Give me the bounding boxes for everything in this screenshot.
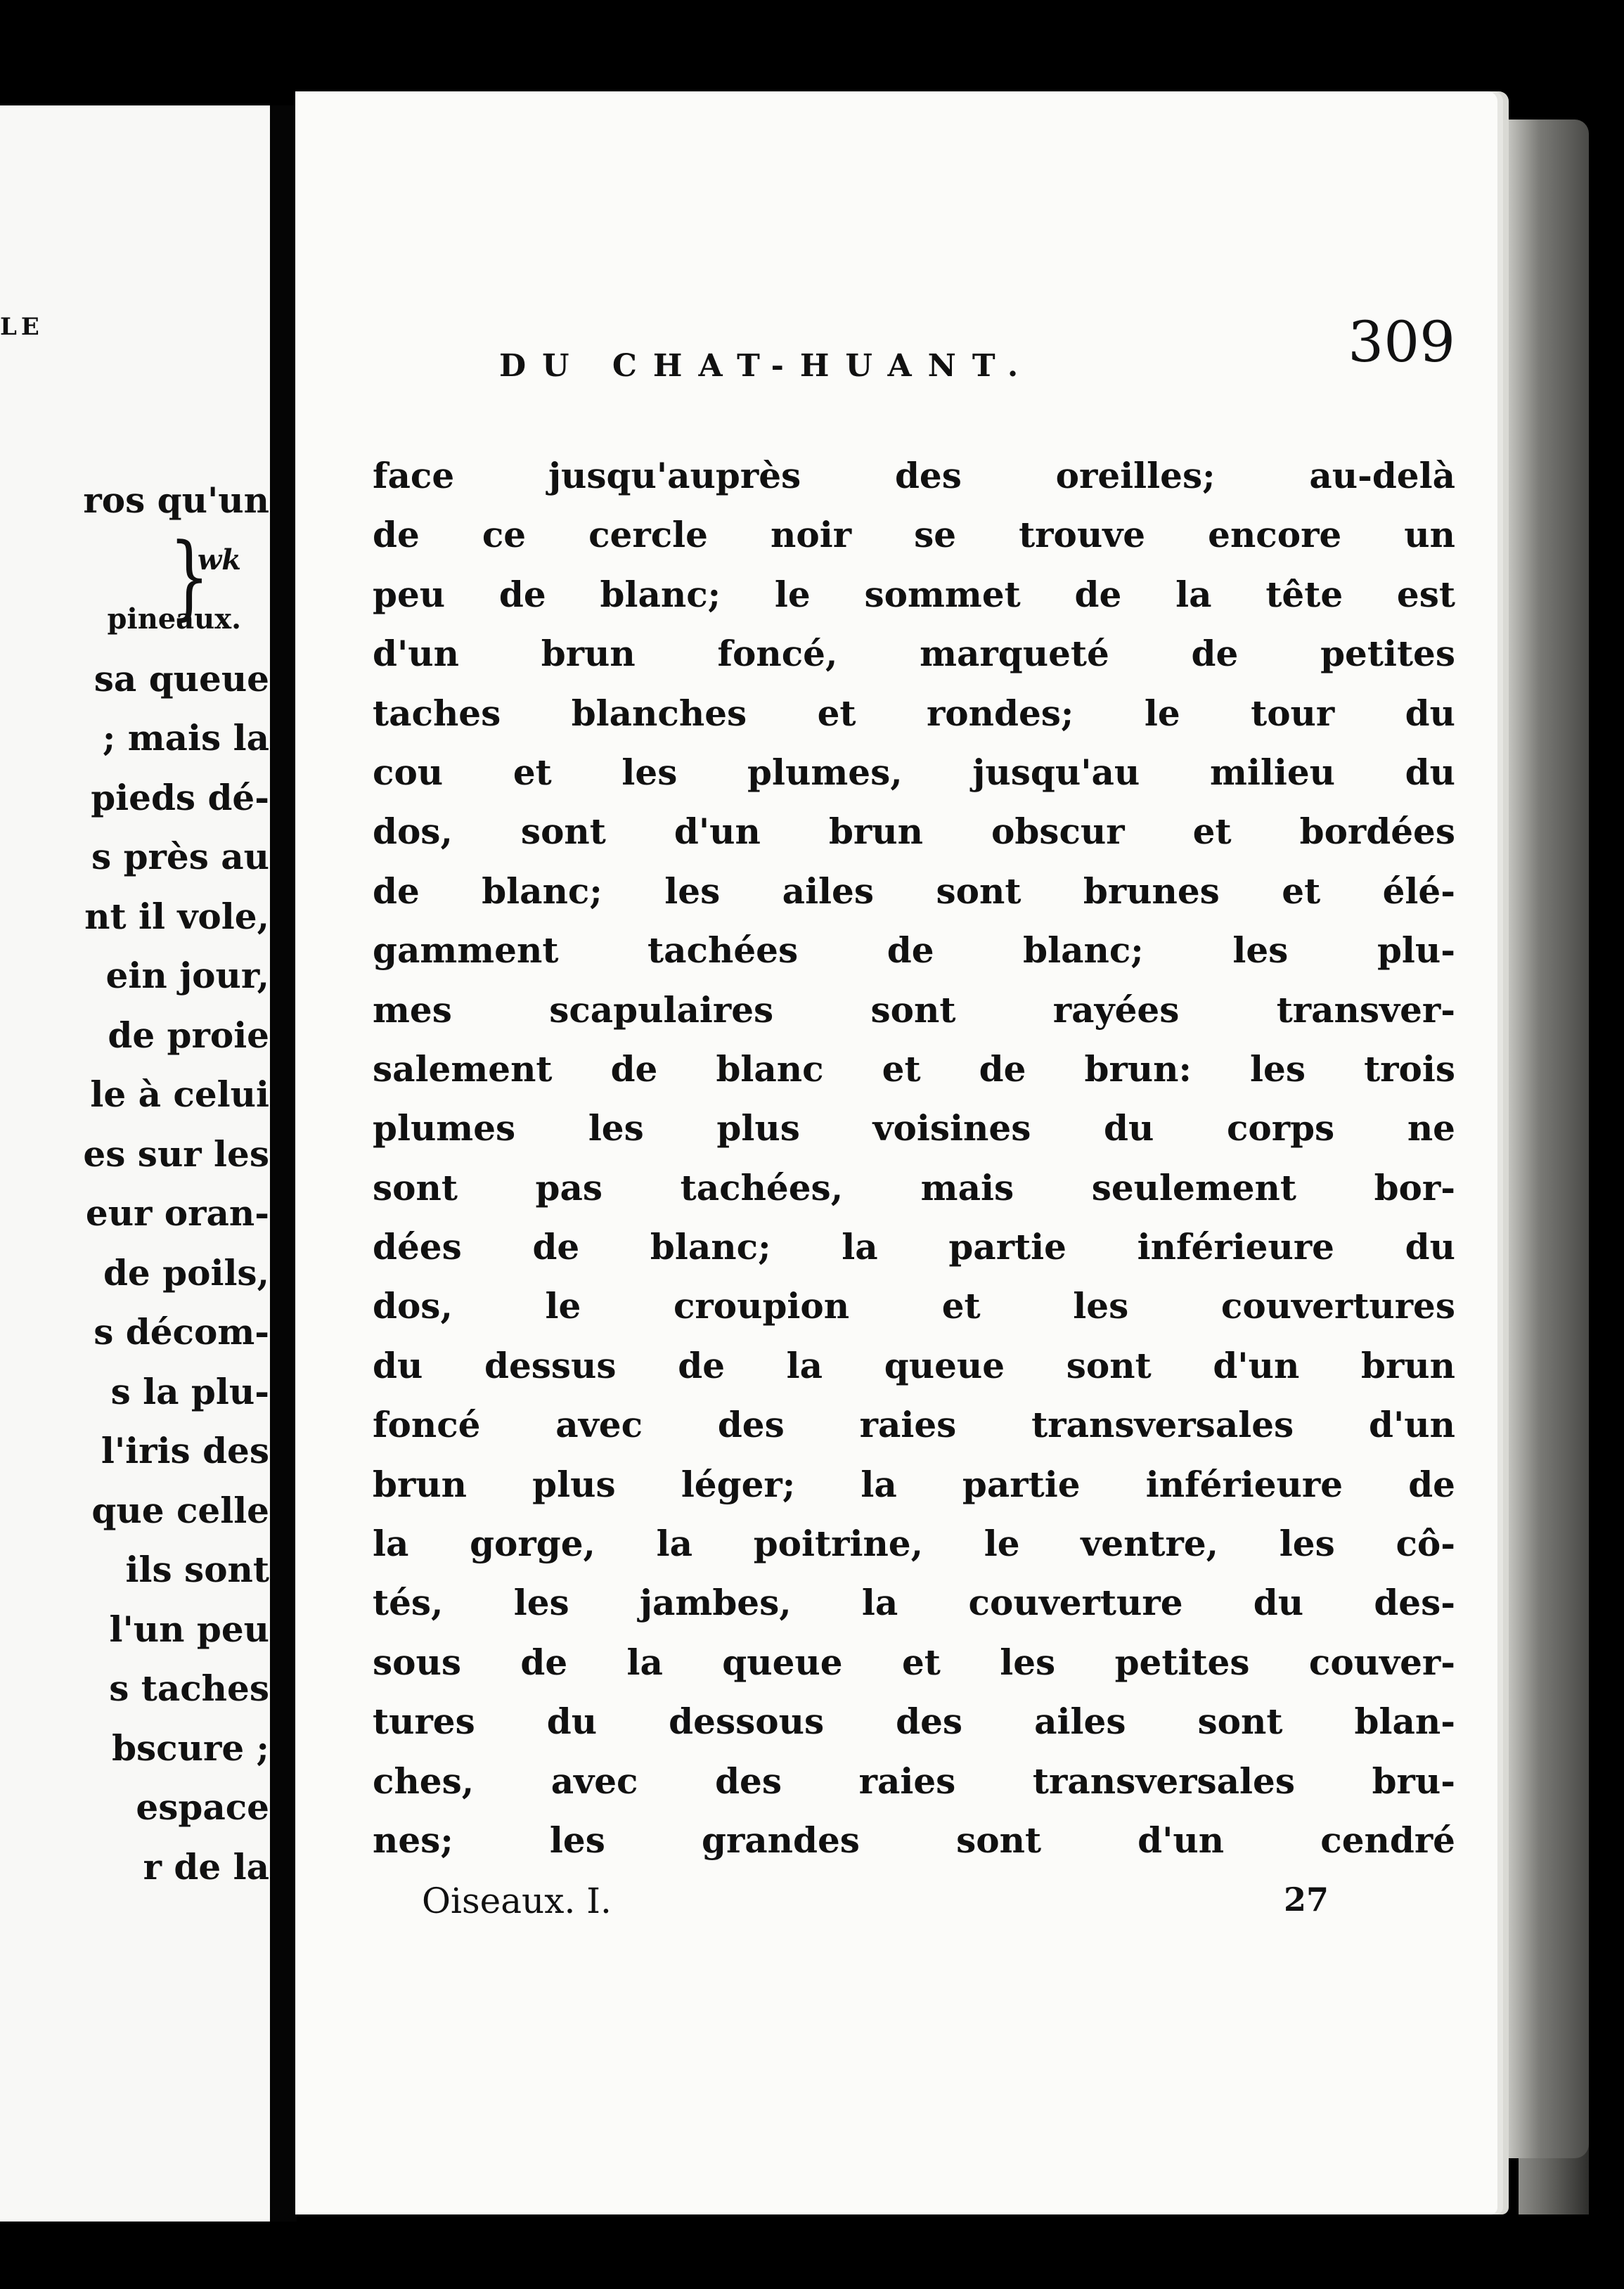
text-line: s la plu- [110,1370,269,1412]
text-line: mes scapulaires sont rayées transver- [373,988,1455,1031]
right-page [295,91,1497,2214]
left-page [0,105,278,2222]
page-number: 309 [1348,309,1455,375]
body-text [373,446,1455,1870]
text-line: face jusqu'auprès des oreilles; au-delà [373,455,1455,496]
text-line: sa queue [94,657,269,699]
text-line: l'iris des [101,1430,269,1471]
text-line: nes; les grandes sont d'un cendré [373,1819,1455,1861]
text-line: brun plus léger; la partie inférieure de [373,1463,1455,1505]
text-line: plumes les plus voisines du corps ne [373,1107,1455,1149]
text-line: nt il vole, [84,895,269,937]
text-line: peu de blanc; le sommet de la tête est [373,573,1455,615]
text-line: ; mais la [102,717,269,759]
book-gutter [270,105,297,2222]
text-line: la gorge, la poitrine, le ventre, les cô- [373,1523,1455,1565]
text-line: de proie [108,1014,269,1056]
text-line: pieds dé- [91,776,269,818]
gathering-number: 27 [1283,1881,1329,1919]
text-line: de blanc; les ailes sont brunes et élé- [373,870,1455,912]
left-text-column [0,471,269,1897]
text-line: wk [197,543,241,576]
text-line: s près au [91,836,269,877]
text-line: ils sont [125,1549,269,1590]
text-line: dées de blanc; la partie inférieure du [373,1226,1455,1268]
text-line: de ce cercle noir se trouve encore un [373,514,1455,556]
text-line: de poils, [103,1251,269,1294]
text-line: tés, les jambes, la couverture du des- [373,1582,1455,1624]
running-head [499,309,1455,401]
text-line: le à celui [90,1073,269,1115]
text-line: du dessus de la queue sont d'un brun [373,1344,1455,1386]
text-line: ein jour, [105,955,269,996]
text-line: l'un peu [109,1608,269,1650]
text-line: salement de blanc et de brun: les trois [373,1047,1455,1090]
text-line: s taches [109,1668,269,1709]
signature-mark: Oiseaux. I. [422,1881,612,1921]
text-line: r de la [143,1845,269,1888]
brace: } [169,523,210,630]
footer-line [422,1881,1329,1937]
text-line: gamment tachées de blanc; les plu- [373,929,1455,972]
text-line: ches, avec des raies transversales bru- [373,1760,1455,1802]
text-line: sous de la queue et les petites couver- [373,1641,1455,1683]
text-line: s décom- [94,1311,269,1353]
text-line: dos, sont d'un brun obscur et bordées [373,811,1455,853]
text-line: eur oran- [85,1192,269,1234]
text-line: cou et les plumes, jusqu'au milieu du [373,751,1455,793]
text-line: ros qu'un [83,479,269,521]
running-title: DU CHAT-HUANT. [499,348,1035,384]
text-line: pineaux. [107,602,241,636]
text-line: d'un brun foncé, marqueté de petites [373,633,1455,675]
bottom-background [0,2222,1624,2289]
text-line: tures du dessous des ailes sont blan- [373,1701,1455,1743]
text-line: bscure ; [112,1727,269,1769]
text-line: foncé avec des raies transversales d'un [373,1404,1455,1446]
text-line: espace [136,1786,269,1828]
text-line: que celle [91,1489,269,1531]
text-line: sont pas tachées, mais seulement bor- [373,1166,1455,1208]
left-running-head: LE [0,313,44,341]
text-line: dos, le croupion et les couvertures [373,1285,1455,1327]
text-line: es sur les [83,1133,269,1175]
text-line: taches blanches et rondes; le tour du [373,692,1455,734]
